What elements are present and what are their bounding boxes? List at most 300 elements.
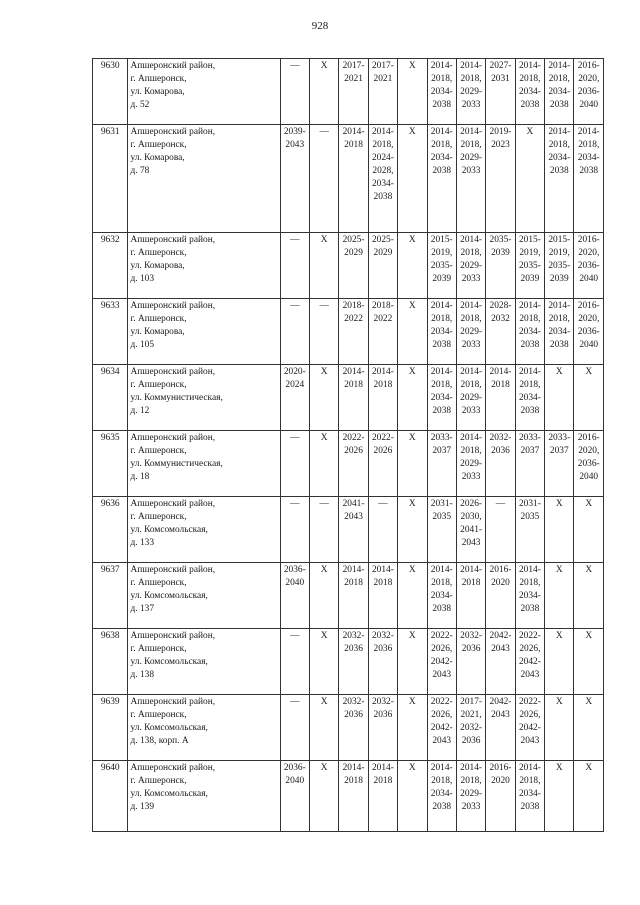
- address-line: ул. Комсомольская,: [130, 788, 208, 799]
- period-line: 2039-: [283, 127, 306, 137]
- period-line: 2016-: [489, 763, 512, 773]
- period-line: X: [555, 565, 563, 575]
- period-line: 2022-: [430, 697, 453, 707]
- period-line: 2018-: [371, 301, 394, 311]
- period-line: 2032-: [371, 631, 394, 641]
- period-line: 2014-: [577, 127, 600, 137]
- period-line: 2014-: [460, 565, 483, 575]
- address-line: ул. Коммунистическая,: [130, 392, 223, 403]
- period-cell: [574, 125, 604, 233]
- period-cell: [339, 365, 368, 431]
- period-line: X: [585, 499, 593, 509]
- address-line: г. Апшеронск,: [130, 577, 187, 588]
- period-line: X: [408, 367, 416, 377]
- period-line: 2015-: [430, 235, 453, 245]
- period-line: —: [290, 61, 300, 71]
- period-line: 2014-: [518, 367, 541, 377]
- period-line: 2029-: [460, 392, 483, 403]
- period-line: 2032-: [371, 697, 394, 707]
- period-line: 2018,: [519, 379, 541, 390]
- period-line: 2032: [491, 313, 510, 324]
- address-line: г. Апшеронск,: [130, 379, 187, 390]
- period-cell: [339, 233, 368, 299]
- table-row: [93, 497, 604, 563]
- period-cell: [280, 59, 309, 125]
- address-line: ул. Комсомольская,: [130, 524, 208, 535]
- address-line: г. Апшеронск,: [130, 313, 187, 324]
- period-line: 2038: [549, 99, 569, 110]
- period-cell: [427, 299, 456, 365]
- period-cell: [574, 365, 604, 431]
- period-line: 2018,: [460, 73, 482, 84]
- period-line: 2035: [520, 511, 540, 522]
- period-line: 2035-: [489, 235, 512, 245]
- period-cell: [280, 629, 309, 695]
- period-line: X: [408, 763, 416, 773]
- period-cell: [309, 59, 338, 125]
- address-cell: [128, 233, 280, 299]
- period-line: 2041-: [342, 499, 365, 509]
- period-line: X: [555, 697, 563, 707]
- period-line: 2014-: [430, 301, 453, 311]
- period-line: 2021: [344, 73, 363, 84]
- period-cell: [486, 563, 515, 629]
- period-cell: [280, 497, 309, 563]
- period-cell: [368, 299, 397, 365]
- address-line: д. 139: [130, 801, 155, 812]
- period-line: 2014-: [430, 61, 453, 71]
- period-line: 2022-: [518, 631, 541, 641]
- period-line: 2042-: [430, 656, 453, 667]
- period-line: 2041-: [460, 524, 483, 535]
- period-line: 2038: [432, 99, 452, 110]
- period-line: X: [585, 631, 593, 641]
- period-cell: [574, 629, 604, 695]
- period-line: 2036: [344, 643, 363, 654]
- address-line: д. 78: [130, 165, 150, 176]
- period-cell: [456, 431, 485, 497]
- period-line: —: [290, 301, 300, 311]
- period-line: 2018: [491, 379, 510, 390]
- period-line: 2036-: [577, 86, 600, 97]
- period-line: 2018: [344, 379, 363, 390]
- period-cell: [456, 563, 485, 629]
- period-line: 2018: [373, 775, 393, 786]
- period-line: 2017-: [460, 697, 483, 707]
- address-line: Апшеронский район,: [130, 565, 216, 575]
- period-line: 2020-: [283, 367, 306, 377]
- period-cell: [339, 761, 368, 832]
- period-line: 2036-: [283, 565, 306, 575]
- period-cell: [398, 761, 427, 832]
- period-cell: [545, 563, 574, 629]
- period-line: X: [408, 697, 416, 707]
- period-line: 2043: [491, 709, 510, 720]
- period-line: 2043: [432, 735, 452, 746]
- period-cell: [309, 125, 338, 233]
- period-line: —: [290, 631, 300, 641]
- period-cell: [486, 629, 515, 695]
- period-line: 2022-: [430, 631, 453, 641]
- address-cell: [128, 59, 280, 125]
- period-line: 2032-: [342, 631, 365, 641]
- period-cell: [280, 125, 309, 233]
- period-cell: [398, 695, 427, 761]
- period-cell: [456, 233, 485, 299]
- period-line: —: [319, 499, 329, 509]
- period-cell: [280, 695, 309, 761]
- period-cell: [427, 563, 456, 629]
- period-cell: [574, 299, 604, 365]
- address-line: Апшеронский район,: [130, 433, 216, 443]
- period-line: X: [585, 763, 593, 773]
- period-line: 2018,: [460, 775, 482, 786]
- period-line: 2032-: [342, 697, 365, 707]
- period-line: —: [319, 127, 329, 137]
- address-line: Апшеронский район,: [130, 499, 216, 509]
- period-cell: [456, 365, 485, 431]
- period-line: 2014-: [460, 235, 483, 245]
- period-line: 2032-: [460, 631, 483, 641]
- period-line: 2036: [491, 445, 510, 456]
- period-cell: [486, 365, 515, 431]
- table-row: [93, 365, 604, 431]
- address-line: Апшеронский район,: [130, 301, 216, 311]
- period-line: 2040: [579, 339, 599, 350]
- period-line: 2016-: [577, 61, 600, 71]
- table-row: [93, 125, 604, 233]
- period-line: 2018,: [460, 139, 482, 150]
- period-line: 2018: [373, 379, 393, 390]
- period-line: 2026,: [431, 709, 453, 720]
- period-line: 2029-: [460, 788, 483, 799]
- period-cell: [515, 563, 544, 629]
- period-line: 2034-: [430, 326, 453, 337]
- table-row: [93, 431, 604, 497]
- period-line: 2020: [491, 775, 510, 786]
- period-line: 2043: [491, 643, 510, 654]
- period-cell: [427, 125, 456, 233]
- address-line: д. 52: [130, 99, 150, 110]
- period-line: 2039: [432, 273, 452, 284]
- period-line: 2038: [579, 165, 599, 176]
- period-line: 2035-: [430, 260, 453, 271]
- address-line: г. Апшеронск,: [130, 445, 187, 456]
- period-line: 2035-: [548, 260, 571, 271]
- period-cell: [545, 233, 574, 299]
- period-cell: [368, 431, 397, 497]
- period-line: 2038: [432, 801, 452, 812]
- period-cell: [515, 761, 544, 832]
- period-line: 2014-: [430, 367, 453, 377]
- period-cell: [574, 695, 604, 761]
- address-line: Апшеронский район,: [130, 367, 216, 377]
- period-line: 2021: [373, 73, 393, 84]
- period-line: 2018: [461, 577, 481, 588]
- address-line: Апшеронский район,: [130, 127, 216, 137]
- period-cell: [280, 233, 309, 299]
- address-line: г. Апшеронск,: [130, 73, 187, 84]
- period-line: 2043: [432, 669, 452, 680]
- period-line: 2043: [344, 511, 363, 522]
- address-line: г. Апшеронск,: [130, 643, 187, 654]
- address-line: г. Апшеронск,: [130, 247, 187, 258]
- period-line: 2024: [285, 379, 305, 390]
- period-cell: [545, 59, 574, 125]
- period-cell: [368, 125, 397, 233]
- period-line: 2018,: [372, 139, 394, 150]
- period-line: 2042-: [518, 656, 541, 667]
- record-number: 9632: [93, 233, 128, 299]
- period-cell: [368, 365, 397, 431]
- period-cell: [280, 299, 309, 365]
- period-cell: [427, 59, 456, 125]
- period-line: 2034-: [518, 326, 541, 337]
- period-cell: [339, 431, 368, 497]
- period-cell: [515, 365, 544, 431]
- period-line: 2018,: [548, 313, 570, 324]
- address-line: Апшеронский район,: [130, 235, 216, 245]
- period-line: 2022: [373, 313, 393, 324]
- period-line: 2022-: [371, 433, 394, 443]
- period-cell: [574, 497, 604, 563]
- period-line: 2014-: [430, 127, 453, 137]
- period-line: 2014-: [489, 367, 512, 377]
- period-cell: [574, 563, 604, 629]
- period-cell: [515, 59, 544, 125]
- address-cell: [128, 629, 280, 695]
- period-line: 2026: [373, 445, 393, 456]
- period-cell: [309, 497, 338, 563]
- period-line: 2014-: [518, 61, 541, 71]
- period-line: 2014-: [548, 61, 571, 71]
- period-line: X: [555, 763, 563, 773]
- period-line: 2029-: [460, 458, 483, 469]
- period-line: 2029-: [460, 86, 483, 97]
- period-line: 2017-: [371, 61, 394, 71]
- period-line: 2022-: [342, 433, 365, 443]
- period-line: 2014-: [460, 367, 483, 377]
- period-line: X: [320, 565, 328, 575]
- address-line: г. Апшеронск,: [130, 139, 187, 150]
- period-line: 2040: [579, 471, 599, 482]
- period-line: 2038: [432, 165, 452, 176]
- period-cell: [456, 629, 485, 695]
- period-line: 2014-: [430, 565, 453, 575]
- period-cell: [339, 125, 368, 233]
- period-line: 2018-: [342, 301, 365, 311]
- period-line: 2030,: [460, 511, 482, 522]
- period-cell: [486, 431, 515, 497]
- period-cell: [515, 695, 544, 761]
- record-number: 9639: [93, 695, 128, 761]
- period-line: 2036-: [577, 260, 600, 271]
- period-line: 2018: [344, 577, 363, 588]
- period-line: 2018,: [548, 139, 570, 150]
- period-line: 2022-: [518, 697, 541, 707]
- period-line: 2014-: [371, 763, 394, 773]
- period-line: —: [495, 499, 506, 509]
- period-line: 2018,: [578, 139, 600, 150]
- page-number: 928: [311, 20, 329, 32]
- period-line: 2014-: [460, 127, 483, 137]
- period-line: 2022: [344, 313, 363, 324]
- period-line: 2029-: [460, 326, 483, 337]
- period-line: 2036: [461, 735, 481, 746]
- period-line: 2038: [373, 191, 393, 202]
- period-line: 2038: [432, 603, 452, 614]
- period-line: 2025-: [371, 235, 394, 245]
- period-line: 2036: [461, 643, 481, 654]
- period-line: 2014-: [430, 763, 453, 773]
- period-line: 2016-: [489, 565, 512, 575]
- period-line: 2028-: [489, 301, 512, 311]
- period-cell: [280, 761, 309, 832]
- record-number: 9633: [93, 299, 128, 365]
- address-line: ул. Коммунистическая,: [130, 458, 223, 469]
- period-line: 2034-: [430, 152, 453, 163]
- period-cell: [339, 695, 368, 761]
- period-line: 2026,: [519, 709, 541, 720]
- period-line: 2033-: [518, 433, 541, 443]
- period-line: —: [290, 235, 300, 245]
- period-line: X: [320, 631, 328, 641]
- period-cell: [427, 761, 456, 832]
- address-line: ул. Комарова,: [130, 86, 185, 97]
- period-line: 2036: [344, 709, 363, 720]
- address-line: г. Апшеронск,: [130, 511, 187, 522]
- period-cell: [309, 563, 338, 629]
- period-cell: [398, 59, 427, 125]
- period-line: 2032-: [489, 433, 512, 443]
- period-line: 2038: [520, 339, 540, 350]
- period-cell: [427, 365, 456, 431]
- period-line: 2033: [461, 165, 481, 176]
- period-cell: [456, 125, 485, 233]
- period-line: 2040: [579, 273, 599, 284]
- period-cell: [574, 233, 604, 299]
- period-line: 2038: [520, 801, 540, 812]
- period-line: 2019-: [489, 127, 512, 137]
- period-line: 2018,: [548, 73, 570, 84]
- period-line: 2042-: [518, 722, 541, 733]
- period-line: 2034-: [371, 178, 394, 189]
- period-cell: [339, 497, 368, 563]
- period-line: 2018,: [460, 379, 482, 390]
- period-line: 2025-: [342, 235, 365, 245]
- period-cell: [280, 365, 309, 431]
- address-line: д. 138: [130, 669, 155, 680]
- period-line: 2034-: [518, 590, 541, 601]
- period-line: 2018,: [519, 775, 541, 786]
- period-cell: [309, 431, 338, 497]
- period-cell: [545, 299, 574, 365]
- period-line: 2018,: [431, 313, 453, 324]
- period-line: 2034-: [518, 392, 541, 403]
- period-line: 2016-: [577, 235, 600, 245]
- address-line: г. Апшеронск,: [130, 709, 187, 720]
- period-line: 2036: [373, 709, 393, 720]
- period-line: 2040: [579, 99, 599, 110]
- record-number: 9636: [93, 497, 128, 563]
- address-line: Апшеронский район,: [130, 61, 216, 71]
- period-line: 2033: [461, 273, 481, 284]
- period-cell: [398, 629, 427, 695]
- period-cell: [309, 299, 338, 365]
- period-line: 2020,: [578, 313, 600, 324]
- period-cell: [574, 761, 604, 832]
- address-line: Апшеронский район,: [130, 631, 216, 641]
- address-line: Апшеронский район,: [130, 763, 216, 773]
- period-line: 2018,: [460, 445, 482, 456]
- period-cell: [398, 431, 427, 497]
- address-line: д. 133: [130, 537, 155, 548]
- period-line: X: [408, 565, 416, 575]
- period-line: 2033: [461, 471, 481, 482]
- period-line: X: [408, 631, 416, 641]
- period-line: 2035: [432, 511, 452, 522]
- period-line: —: [290, 499, 300, 509]
- period-line: 2018,: [431, 73, 453, 84]
- address-line: д. 103: [130, 273, 155, 284]
- period-line: 2034-: [430, 590, 453, 601]
- period-line: 2027-: [489, 61, 512, 71]
- period-line: X: [585, 697, 593, 707]
- period-cell: [309, 761, 338, 832]
- period-cell: [515, 125, 544, 233]
- period-line: 2036: [373, 643, 393, 654]
- period-cell: [515, 299, 544, 365]
- record-number: 9635: [93, 431, 128, 497]
- period-line: 2023: [491, 139, 510, 150]
- period-cell: [427, 233, 456, 299]
- period-line: 2038: [520, 405, 540, 416]
- period-line: 2043: [520, 669, 540, 680]
- period-line: 2037: [432, 445, 452, 456]
- period-line: 2024-: [371, 152, 394, 163]
- address-cell: [128, 365, 280, 431]
- period-line: 2040: [285, 775, 305, 786]
- address-cell: [128, 497, 280, 563]
- period-line: 2019,: [548, 247, 570, 258]
- period-line: 2014-: [518, 565, 541, 575]
- period-line: 2039: [549, 273, 569, 284]
- period-line: 2029-: [460, 152, 483, 163]
- address-line: д. 12: [130, 405, 150, 416]
- period-line: 2014-: [371, 565, 394, 575]
- period-cell: [545, 695, 574, 761]
- period-line: 2034-: [518, 788, 541, 799]
- period-cell: [427, 431, 456, 497]
- period-cell: [368, 59, 397, 125]
- period-line: 2014-: [342, 763, 365, 773]
- address-line: ул. Комсомольская,: [130, 722, 208, 733]
- period-line: 2014-: [342, 367, 365, 377]
- period-line: 2031-: [518, 499, 541, 509]
- period-line: 2020,: [578, 247, 600, 258]
- period-line: 2031-: [430, 499, 453, 509]
- period-line: 2018,: [431, 577, 453, 588]
- period-cell: [486, 695, 515, 761]
- period-line: 2037: [549, 445, 569, 456]
- period-line: 2036-: [577, 458, 600, 469]
- period-line: 2026,: [519, 643, 541, 654]
- period-line: 2034-: [518, 86, 541, 97]
- period-line: 2014-: [460, 301, 483, 311]
- period-line: 2038: [432, 339, 452, 350]
- period-line: X: [408, 127, 416, 137]
- period-line: X: [408, 499, 416, 509]
